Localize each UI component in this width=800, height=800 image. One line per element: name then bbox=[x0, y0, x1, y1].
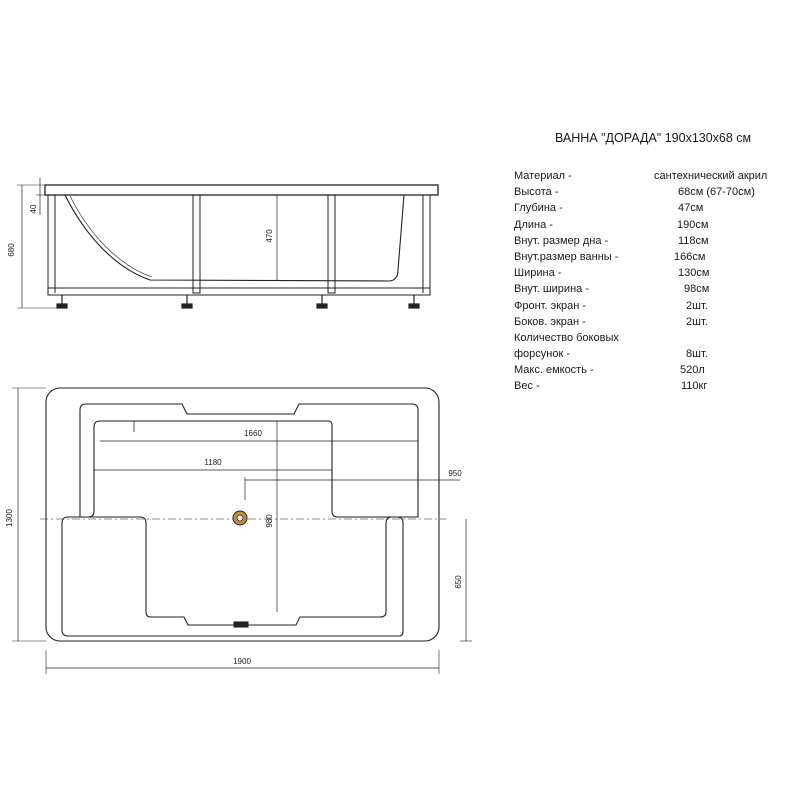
spec-value: 130см bbox=[678, 267, 710, 280]
spec-row bbox=[514, 346, 800, 362]
spec-row bbox=[514, 314, 800, 330]
dim-label-680: 680 bbox=[7, 243, 16, 257]
spec-label: Глубина - bbox=[514, 202, 563, 215]
spec-value: 190см bbox=[677, 218, 709, 231]
dim-label-950: 950 bbox=[448, 469, 462, 478]
side-view bbox=[17, 178, 438, 308]
spec-row bbox=[514, 330, 800, 346]
spec-label: Материал - bbox=[514, 170, 572, 182]
spec-row bbox=[514, 249, 800, 265]
overflow-fitting bbox=[234, 622, 248, 627]
spec-label: Макс. емкость - bbox=[514, 364, 594, 377]
spec-label: форсунок - bbox=[514, 348, 571, 361]
spec-row bbox=[514, 362, 800, 378]
dim-label-1300: 1300 bbox=[5, 509, 14, 527]
spec-row bbox=[514, 200, 800, 216]
spec-value: 2шт. bbox=[686, 315, 708, 328]
spec-row bbox=[514, 184, 800, 200]
spec-label: Длина - bbox=[514, 218, 553, 231]
dim-label-650: 650 bbox=[454, 575, 463, 589]
spec-value: 118см bbox=[678, 234, 709, 247]
side-support-left bbox=[193, 195, 200, 293]
side-tub-shell bbox=[65, 195, 404, 281]
top-upper-well bbox=[80, 404, 418, 517]
side-base-frame bbox=[48, 288, 430, 295]
top-view bbox=[12, 388, 472, 674]
spec-row bbox=[514, 378, 800, 394]
spec-label: Высота - bbox=[514, 186, 559, 199]
spec-value: 166см bbox=[674, 250, 706, 263]
dim-label-1660: 1660 bbox=[244, 429, 262, 438]
spec-table bbox=[514, 168, 800, 395]
spec-row bbox=[514, 265, 800, 281]
spec-value: 110кг bbox=[681, 380, 708, 393]
spec-row bbox=[514, 298, 800, 314]
spec-label: Фронт. экран - bbox=[514, 299, 587, 312]
dim-label-1900: 1900 bbox=[233, 657, 251, 666]
spec-label: Ширина - bbox=[514, 267, 562, 280]
dim-label-980: 980 bbox=[265, 514, 274, 528]
spec-value: 98см bbox=[684, 283, 710, 296]
spec-value: 47см bbox=[678, 202, 704, 215]
spec-label: Внут.размер ванны - bbox=[514, 250, 619, 263]
spec-row bbox=[514, 233, 800, 249]
spec-label: Боков. экран - bbox=[514, 315, 586, 328]
spec-value: 8шт. bbox=[686, 348, 708, 361]
dim-label-40: 40 bbox=[29, 204, 38, 214]
side-support-right bbox=[328, 195, 335, 293]
spec-row bbox=[514, 281, 800, 297]
spec-label: Внут. размер дна - bbox=[514, 234, 609, 247]
spec-value: 68см (67-70см) bbox=[678, 186, 755, 199]
side-feet bbox=[57, 295, 419, 308]
spec-label: Количество боковых bbox=[514, 331, 619, 344]
side-rim bbox=[45, 185, 438, 195]
spec-value: 520л bbox=[680, 364, 705, 377]
drain-icon bbox=[233, 511, 247, 525]
top-lower-well bbox=[62, 517, 403, 636]
dim-label-470: 470 bbox=[265, 229, 274, 243]
spec-value: сантехнический акрил bbox=[654, 170, 768, 182]
spec-value: 2шт. bbox=[686, 299, 708, 312]
product-title: ВАННА "ДОРАДА" 190х130х68 см bbox=[555, 131, 752, 145]
spec-row bbox=[514, 217, 800, 233]
spec-label: Внут. ширина - bbox=[514, 283, 589, 296]
spec-label: Вес - bbox=[514, 380, 540, 393]
dim-label-1180: 1180 bbox=[204, 458, 222, 467]
spec-row bbox=[514, 168, 800, 184]
